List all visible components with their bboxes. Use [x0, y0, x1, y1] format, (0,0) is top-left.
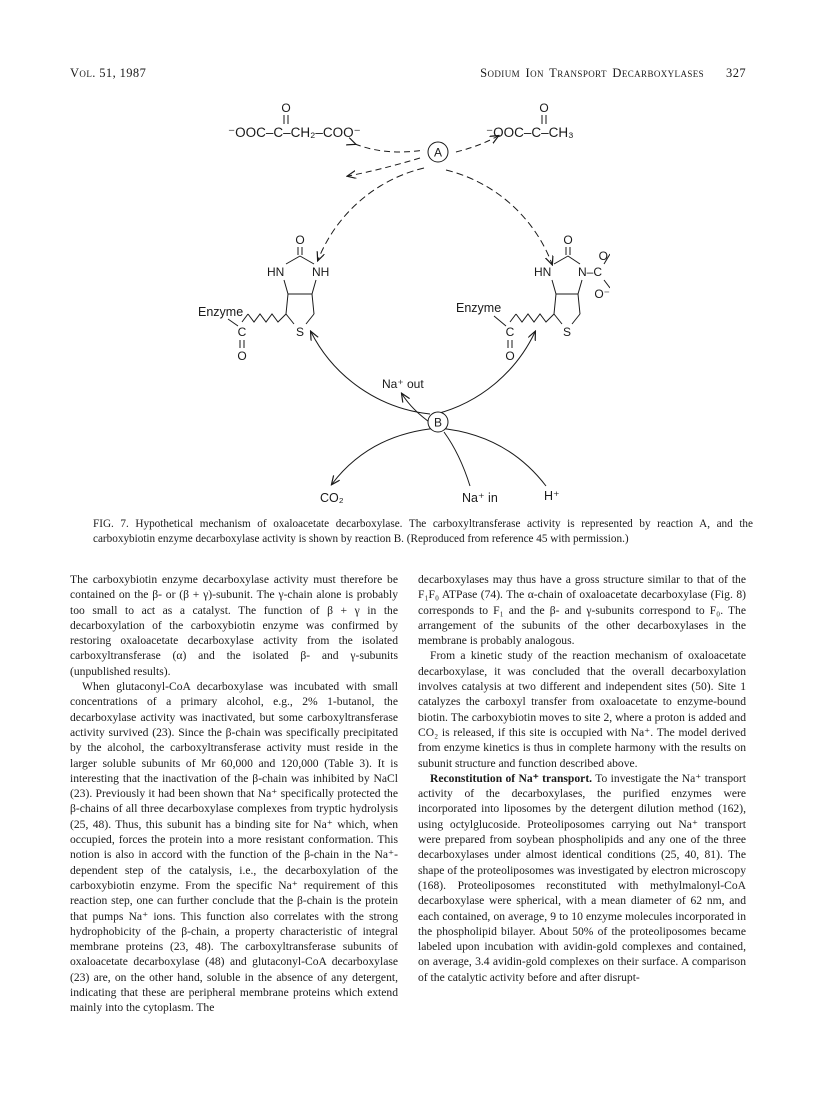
- right-column: [418, 572, 746, 985]
- pyruvate-formula: ⁻OOC–C–CH₃: [486, 125, 574, 140]
- header-right: [480, 66, 746, 81]
- biotin-left-bond-4: [312, 280, 316, 294]
- oxaloacetate-formula: ⁻OOC–C–CH₂–COO⁻: [228, 125, 361, 140]
- right-paragraph-1: decarboxylases may thus have a gross structure similar to that of the F₁F₀ ATPase (74). The α-chain of oxaloacetate decarboxylase (Fig. 8) corresponds to F₁ and the β- and γ-subunits correspond to F₀. The arrangement of the subunits of the other decarboxylases in the membrane is probably analogous.: [418, 573, 746, 648]
- volume-label: Vol. 51, 1987: [70, 66, 147, 80]
- biotin-right-o-minus: O⁻: [594, 287, 610, 301]
- page-number: 327: [726, 66, 746, 80]
- biotin-left-bond-6: [286, 294, 288, 314]
- biotin-left-enzyme: Enzyme: [198, 305, 244, 319]
- left-column: [70, 572, 398, 1016]
- right-paragraph-3: [418, 771, 746, 985]
- biotin-left-nh: NH: [312, 265, 330, 279]
- na-out-arrow: [402, 394, 432, 424]
- cycle-arc-top-left: [318, 168, 424, 260]
- biotin-left-hn: HN: [267, 265, 285, 279]
- biotin-left-bond-1: [286, 256, 300, 264]
- biotin-right-bond-1: [554, 256, 568, 264]
- running-title: Sodium Ion Transport Decarboxylases: [480, 66, 705, 80]
- biotin-right-s: S: [562, 325, 572, 339]
- biotin-left-carbonyl-o: O: [295, 233, 305, 247]
- biotin-right-bond-4: [578, 280, 582, 294]
- biotin-left-chain: [248, 314, 286, 322]
- biotin-right-o-top: O: [598, 249, 608, 263]
- biotin-right-enzyme-bond: [494, 316, 506, 326]
- biotin-left-bond-9: [306, 314, 314, 324]
- left-paragraph-2: When glutaconyl-CoA decarboxylase was incubated with small concentrations of a primary alcohol, e.g., 2% 1-butanol, the decarboxylase activity was inactivated, but some carboxyltransferase activity survived (23). Since the β-chain was specifically precipitated by the alcohol, the carboxyltransferase activity must reside in the larger soluble subunits of Mr 60,000 and 120,000 (Table 3). It is interesting that the inactivation of the β-chain was inhibited by NaCl (23). Previously it had been shown that Na⁺ specifically protected the β-chains of all three decarboxylase complexes from tryptic hydrolysis (25, 48). Thus, this subunit has a binding site for Na⁺ which, when occupied, forces the protein into a more resistant conformation. This notion is also in accord with the function of the β-chain in the Na⁺-dependent step of the catalysis, i.e., the decarboxylation of the carboxybiotin enzyme. From the specific Na⁺ requirement of this reaction step, one can further conclude that the β-chain is the protein that pumps Na⁺ ions. This function also correlates with the strong hydrophobicity of the β-chain, a property characteristic of integral membrane proteins (23, 48). The carboxyltransferase subunits of oxaloacetate decarboxylase (48) and glutaconyl-CoA decarboxylase (23) are, on the other hand, soluble in the absence of any detergent, indicating that these are peripheral membrane proteins which extend mainly into the cytoplasm. The: [70, 680, 398, 1015]
- biotin-right-o: O: [505, 349, 515, 363]
- biotin-right-bond-7: [578, 294, 580, 314]
- biotin-right-bond-9: [572, 314, 580, 324]
- biotin-right-carbonyl-o: O: [563, 233, 573, 247]
- section-heading-reconstitution: Reconstitution of Na⁺ transport.: [430, 771, 593, 785]
- h-plus-label: H⁺: [544, 489, 560, 503]
- h-plus-curve: [438, 428, 546, 486]
- biotin-right-enzyme: Enzyme: [456, 301, 502, 315]
- left-paragraph-1: The carboxybiotin enzyme decarboxylase activity must therefore be contained on the β- or (β + γ)-subunit. The γ-chain alone is probably too small to act as a catalyst. The function of β + γ in the decarboxylation of the carboxybiotin enzyme was confirmed by restoring oxaloacetate decarboxylase activity from the isolated carboxyltransferase (α) and the isolated β- and γ-subunits (unpublished results).: [70, 573, 398, 678]
- cycle-arc-bottom-right: [436, 332, 535, 414]
- figure-caption: FIG. 7. Hypothetical mechanism of oxaloacetate decarboxylase. The carboxyltransferase activity is represented by reaction A, and the carboxybiotin enzyme decarboxylase activity is shown by reaction B. (Reproduced from reference 45 with permission.): [93, 518, 753, 545]
- pyruvate-carbonyl-o: O: [539, 101, 549, 115]
- biotin-right-bond-8: [554, 314, 562, 324]
- biotin-left-c: C: [237, 325, 247, 339]
- biotin-left-o: O: [237, 349, 247, 363]
- co2-label: CO₂: [320, 491, 344, 505]
- co2-arrow: [332, 428, 438, 484]
- biotin-left-enzyme-bond: [228, 319, 238, 326]
- cycle-arc-bottom-left: [311, 332, 430, 414]
- biotin-left-bond-2: [300, 256, 314, 264]
- reaction-a-arrow-out: [348, 158, 420, 176]
- cycle-arc-top-right: [446, 170, 552, 264]
- reaction-b-label: B: [433, 415, 443, 430]
- right-paragraph-2: From a kinetic study of the reaction mechanism of oxaloacetate decarboxylase, it was concluded that the overall decarboxylation involves catalysis at two different and independent sites (50). Site 1 catalyzes the carboxyl transfer from oxaloacetate to enzyme-bound biotin. The carboxybiotin moves to site 2, where a proton is added and CO₂ is released, if this site is occupied with Na⁺. The model derived from enzyme kinetics is thus in complete harmony with the results on subunit structure and function described above.: [418, 649, 746, 770]
- na-in-curve: [444, 432, 470, 486]
- running-header: [70, 66, 746, 82]
- biotin-left-bond-8: [286, 314, 294, 324]
- biotin-right-bond-3: [552, 280, 556, 294]
- biotin-right-chain-to-c: [510, 314, 516, 322]
- biotin-right-n-c: N–C: [578, 265, 603, 279]
- oxaloacetate-carbonyl-o: O: [281, 101, 291, 115]
- right-paragraph-3-text: To investigate the Na⁺ transport activity of the decarboxylases, the purified enzymes were incorporated into liposomes by the detergent dilution method (162), using octylglucoside. Proteoliposomes carrying out Na⁺ transport were prepared from soybean phospholipids and any one of the three decarboxylases under almost identical conditions (25, 40, 81). The shape of the proteoliposomes was investigated by electron microscopy (168). Proteoliposomes reconstituted with methylmalonyl-CoA decarboxylase were spherical, with a mean diameter of 62 nm, and each contained, on average, 9 to 10 enzyme molecules incorporated in the phospholipid bilayer. About 50% of the proteoliposomes became labeled upon incubation with avidin-gold complexes and contained, on average, 3.4 avidin-gold complexes on their surface. A comparison of the catalytic activity before and after disrupt-: [418, 771, 746, 984]
- biotin-left-bond-3: [284, 280, 288, 294]
- biotin-left-bond-7: [312, 294, 314, 314]
- figure-7-diagram: [180, 92, 610, 510]
- biotin-right-hn: HN: [534, 265, 552, 279]
- biotin-right-chain: [516, 314, 554, 322]
- biotin-right-bond-2: [568, 256, 580, 264]
- biotin-right-bond-6: [554, 294, 556, 314]
- na-out-label: Na⁺ out: [382, 377, 424, 391]
- biotin-left-s: S: [295, 325, 305, 339]
- biotin-right-c: C: [505, 325, 515, 339]
- reaction-a-arrow-in: [355, 144, 424, 152]
- na-in-label: Na⁺ in: [462, 491, 498, 505]
- reaction-a-label: A: [433, 145, 443, 160]
